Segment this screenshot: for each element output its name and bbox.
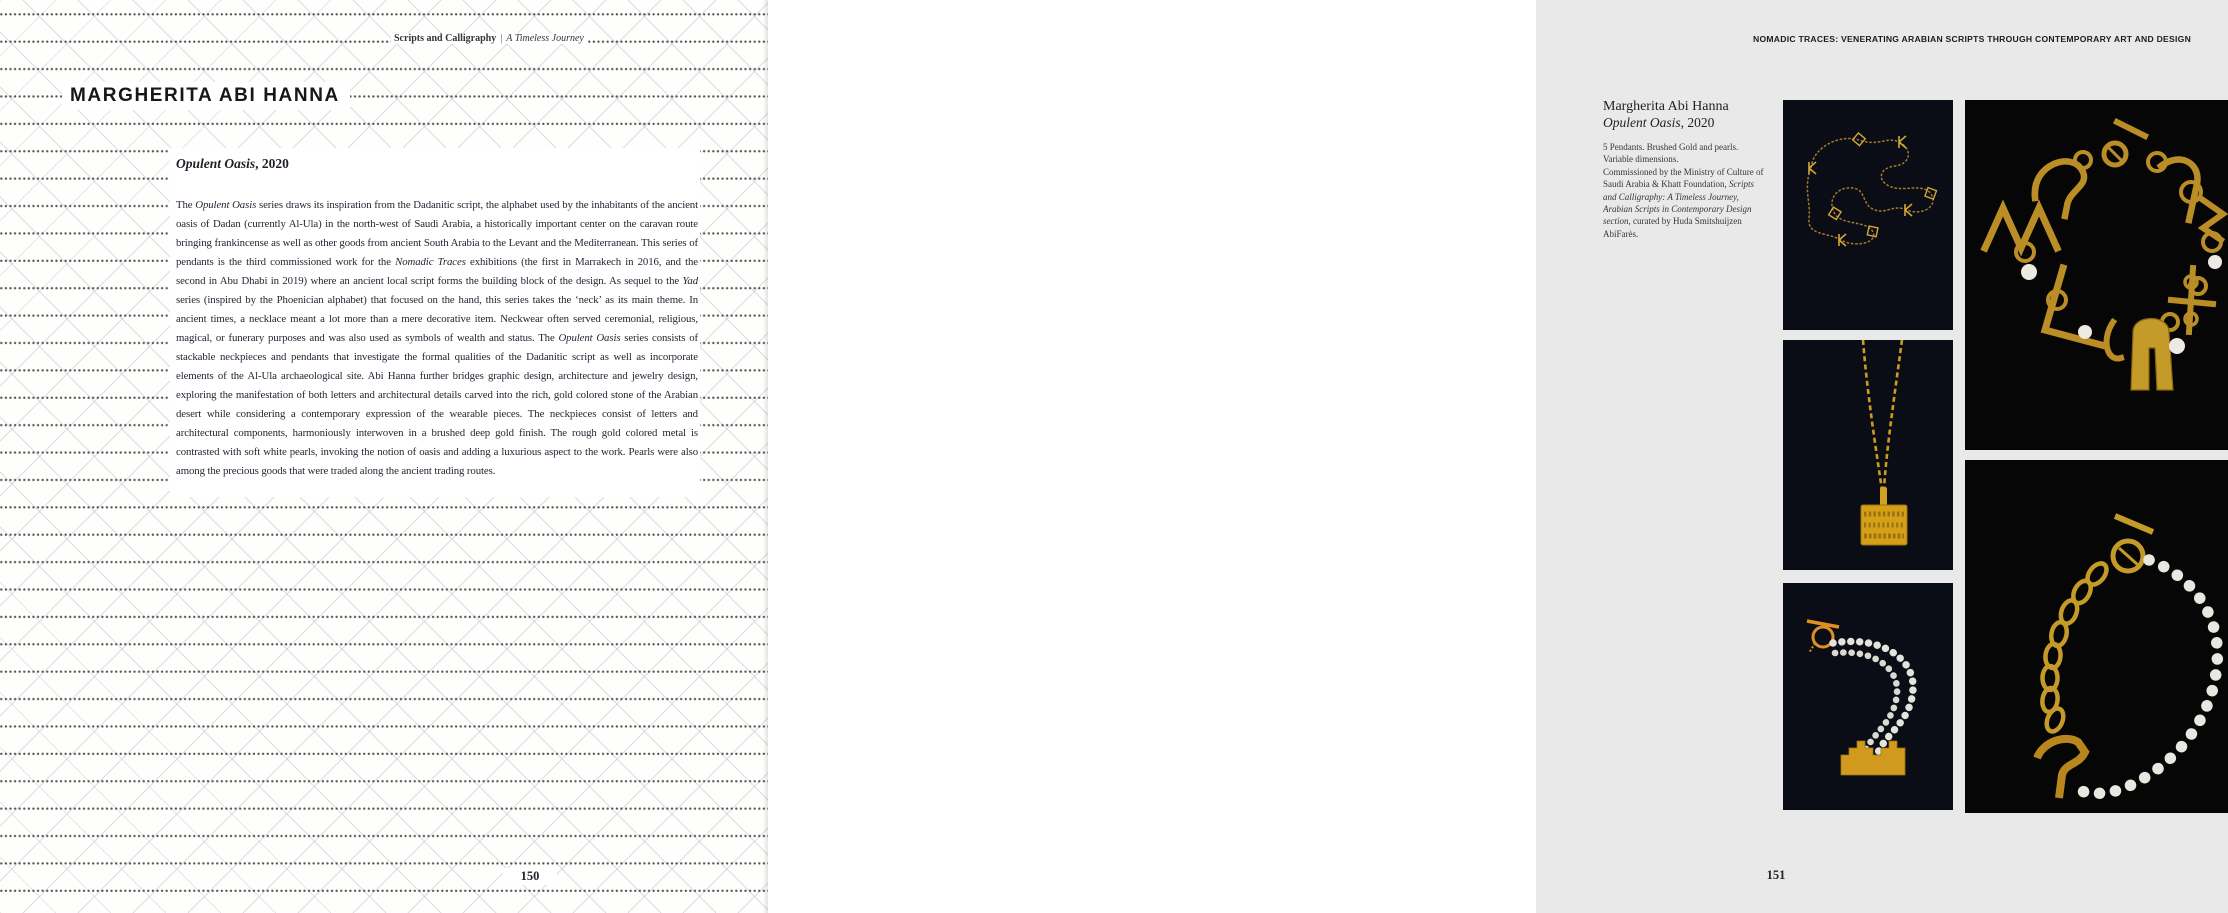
caption-work bbox=[1603, 115, 1765, 131]
figure-caption bbox=[1603, 99, 1765, 240]
running-head-left-series: Scripts and Calligraphy bbox=[394, 33, 497, 44]
page-title: MARGHERITA ABI HANNA bbox=[62, 82, 350, 110]
photo-pearl-plaque-necklace bbox=[1783, 583, 1953, 810]
running-head-right: NOMADIC TRACES: VENERATING ARABIAN SCRIPTS THROUGH CONTEMPORARY ART AND DESIGN bbox=[1753, 34, 2192, 44]
caption-details-credit: Commissioned by the Ministry of Culture of Saudi Arabia & Khatt Foundation, Scripts and Calligraphy: A Timeless Journey, Arabian Scripts in Contemporary Design section, curated by Huda Smitshuijzen AbiFarès. bbox=[1603, 166, 1764, 239]
running-head-left-volume: A Timeless Journey bbox=[506, 33, 584, 44]
caption-work-name: Opulent Oasis bbox=[1603, 115, 1681, 130]
running-head-left bbox=[391, 33, 587, 44]
caption-work-year: , 2020 bbox=[1680, 115, 1715, 130]
work-title bbox=[176, 156, 698, 172]
left-page bbox=[0, 0, 768, 913]
right-page bbox=[768, 0, 2192, 913]
chain-with-charms-illustration bbox=[1783, 100, 1953, 330]
running-head-separator: | bbox=[500, 33, 503, 44]
pearl-plaque-illustration bbox=[1783, 583, 1953, 810]
letterform-necklace-illustration bbox=[1965, 100, 2228, 450]
photo-letterform-necklace bbox=[1965, 100, 2228, 450]
square-pendant-illustration bbox=[1783, 340, 1953, 570]
page-number-left: 150 bbox=[503, 868, 557, 885]
chain-pearl-necklace-illustration bbox=[1965, 460, 2228, 813]
photo-square-pendant bbox=[1783, 340, 1953, 570]
photo-chain-with-charms bbox=[1783, 100, 1953, 330]
page-number-right: 151 bbox=[1766, 868, 1786, 882]
caption-details-line1: 5 Pendants. Brushed Gold and pearls. Variable dimensions. bbox=[1603, 142, 1739, 165]
work-title-name: Opulent Oasis bbox=[176, 156, 256, 171]
text-block bbox=[170, 148, 700, 497]
work-title-year: , 2020 bbox=[255, 156, 289, 171]
photo-chain-pearl-necklace bbox=[1965, 460, 2228, 813]
body-paragraph: The Opulent Oasis series draws its inspiration from the Dadanitic script, the alphabet used by the inhabitants of the ancient oasis of Dadan (currently Al-Ula) in the north-west of Saudi Arabia, a historically important center on the caravan route bringing frankincense as well as other goods from ancient South Arabia to the Levant and the Mediterranean. This series of pendants is the third commissioned work for the Nomadic Traces exhibitions (the first in Marrakech in 2016, and the second in Abu Dhabi in 2019) where an ancient local script forms the building block of the design. As sequel to the Yad series (inspired by the Phoenician alphabet) that focused on the hand, this series takes the ‘neck’ as its main theme. In ancient times, a necklace meant a lot more than a mere decorative item. Neckwear often served ceremonial, religious, magical, or funerary purposes and was also used as symbols of wealth and status. The Opulent Oasis series consists of stackable neckpieces and pendants that investigate the formal qualities of the Dadanitic script as well as incorporate elements of the Al-Ula archaeological site. Abi Hanna further bridges graphic design, architecture and jewelry design, exploring the manifestation of both letters and architectural details carved into the rich, gold colored stone of the Arabian desert while considering a contemporary expression of the wearable pieces. The neckpieces consist of letters and architectural components, harmoniously interwoven in a brushed deep gold finish. The rough gold colored metal is contrasted with soft white pearls, invoking the notion of oasis and adding a luxurious aspect to the work. Pearls were also among the precious goods that were traded along the ancient trading routes. bbox=[176, 199, 698, 477]
caption-artist: Margherita Abi Hanna bbox=[1603, 99, 1729, 114]
